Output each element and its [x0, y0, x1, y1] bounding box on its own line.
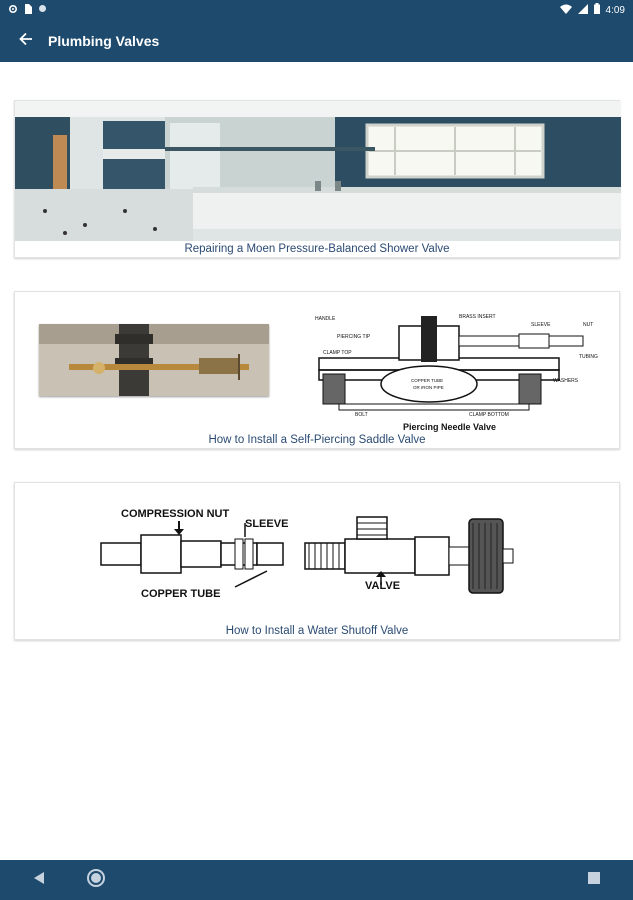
app-bar	[0, 20, 633, 62]
diagram-label-handle: HANDLE	[315, 316, 336, 322]
system-navigation-bar	[0, 860, 633, 900]
diagram-label-sleeve: SLEEVE	[531, 322, 551, 328]
nav-back-icon	[33, 871, 45, 890]
nav-recents-icon	[588, 871, 600, 889]
card-caption: How to Install a Water Shutoff Valve	[225, 625, 409, 637]
signal-icon	[578, 4, 588, 17]
diagram-label-tubing: TUBING	[579, 354, 598, 360]
diagram-title: Piercing Needle Valve	[403, 422, 497, 432]
diagram-label-compression-nut: COMPRESSION NUT	[121, 508, 230, 520]
diagram-label-clamp-top: CLAMP TOP	[323, 350, 352, 356]
article-card-shutoff-valve[interactable]	[14, 482, 620, 640]
status-left-icons	[8, 4, 47, 17]
nav-home-button[interactable]	[84, 868, 108, 892]
dot-icon	[38, 4, 47, 16]
diagram-label-copper-tube: COPPER TUBE	[141, 588, 221, 600]
diagram-label-clamp-bottom: CLAMP BOTTOM	[469, 412, 509, 418]
arrow-back-icon	[19, 32, 33, 51]
diagram-label-bolt: BOLT	[355, 412, 368, 418]
card-caption: How to Install a Self-Piercing Saddle Valve	[208, 434, 426, 446]
status-time: 4:09	[605, 4, 625, 16]
diagram-label-washers: WASHERS	[553, 378, 579, 384]
diagram-label-copper-tube: COPPER TUBE	[411, 378, 444, 383]
back-button[interactable]	[6, 20, 46, 62]
shutoff-valve-diagram	[95, 499, 555, 619]
article-card-saddle-valve[interactable]	[14, 291, 620, 449]
diagram-label-valve: VALVE	[365, 580, 401, 592]
nav-recents-button[interactable]	[584, 870, 604, 890]
nav-back-button[interactable]	[28, 870, 50, 890]
diagram-label-nut: NUT	[583, 322, 594, 328]
diagram-label-brass-insert: BRASS INSERT	[459, 314, 496, 320]
diagram-label-or-iron-pipe: OR IRON PIPE	[413, 385, 444, 390]
status-right-icons	[560, 3, 625, 17]
diagram-label-sleeve: SLEEVE	[245, 518, 289, 530]
diagram-label-piercing-tip: PIERCING TIP	[337, 334, 371, 340]
article-card-shower-valve[interactable]	[14, 100, 620, 258]
sim-icon	[24, 4, 32, 17]
page-title: Plumbing Valves	[48, 33, 160, 49]
battery-icon	[594, 3, 600, 17]
piercing-needle-valve-diagram	[299, 304, 609, 434]
status-bar	[0, 0, 633, 20]
bathroom-photo	[15, 101, 621, 241]
wifi-icon	[560, 4, 572, 17]
settings-icon	[8, 4, 18, 17]
nav-home-icon	[86, 868, 106, 893]
saddle-valve-photo	[39, 324, 269, 396]
card-caption: Repairing a Moen Pressure-Balanced Shower Valve	[184, 243, 450, 255]
